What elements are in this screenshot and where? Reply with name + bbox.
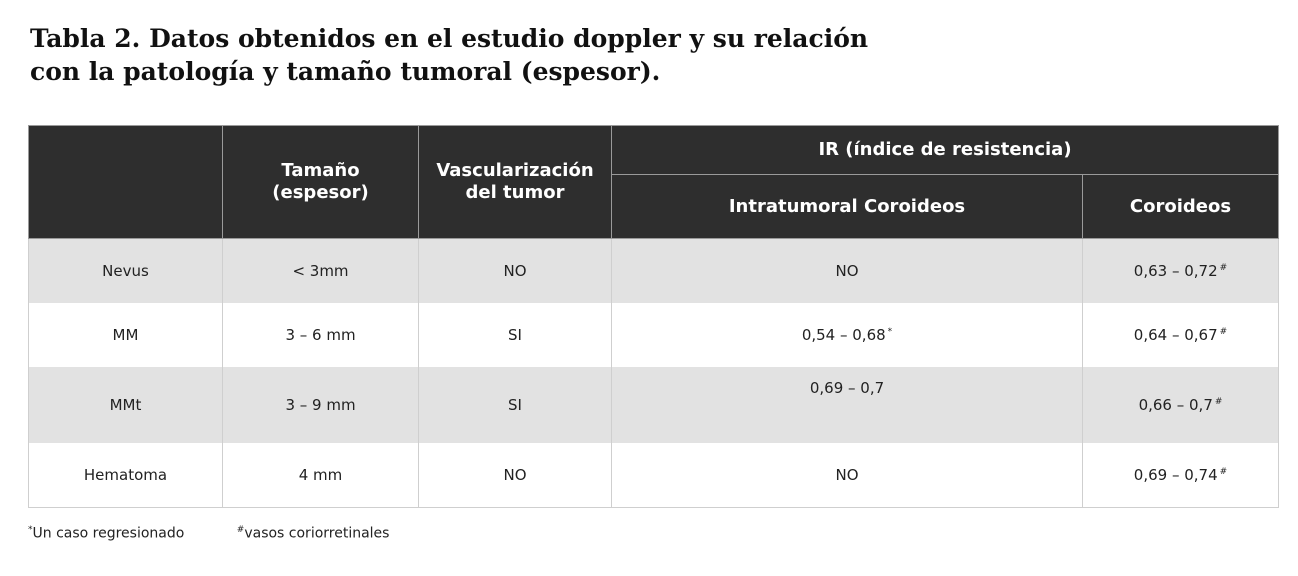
header-tamano-line-1: Tamaño <box>281 160 360 181</box>
header-vascularizacion-line-1: Vascularización <box>436 160 594 181</box>
footnote-marker: # <box>1219 467 1228 477</box>
footnote-text: vasos coriorretinales <box>244 525 390 542</box>
cell-vascularizacion: NO <box>419 443 612 508</box>
cell-label: Nevus <box>29 239 223 304</box>
table-row <box>29 443 1279 508</box>
cell-coroideos <box>1083 367 1279 443</box>
cell-intratumoral <box>612 303 1083 367</box>
footnote-marker: # <box>1219 327 1228 337</box>
cell-label: Hematoma <box>29 443 223 508</box>
header-vascularizacion-line-2: del tumor <box>465 182 565 203</box>
header-ir-group: IR (índice de resistencia) <box>612 126 1279 175</box>
table-title <box>30 22 869 88</box>
footnotes <box>28 525 389 542</box>
footnote-marker: * <box>28 525 33 535</box>
cell-intratumoral <box>612 239 1083 304</box>
footnote-vasos <box>237 525 390 542</box>
header-vascularizacion <box>419 126 612 239</box>
footnote-regresionado <box>28 525 184 542</box>
footnote-marker: # <box>236 525 245 535</box>
cell-tamano: 3 – 6 mm <box>223 303 419 367</box>
cell-tamano: < 3mm <box>223 239 419 304</box>
table-row <box>29 303 1279 367</box>
footnote-marker: # <box>1219 263 1228 273</box>
cell-coroideos-value: 0,64 – 0,67 <box>1133 326 1218 344</box>
table-title-line-1: Tabla 2. Datos obtenidos en el estudio doppler y su relación <box>30 24 869 53</box>
header-coroideos: Coroideos <box>1083 175 1279 239</box>
cell-intratumoral <box>612 367 1083 443</box>
table-title-line-2: con la patología y tamaño tumoral (espesor). <box>30 57 661 86</box>
cell-intratumoral-value: 0,54 – 0,68 <box>801 326 886 344</box>
cell-intratumoral-value: NO <box>835 466 859 484</box>
cell-intratumoral <box>612 443 1083 508</box>
table-row <box>29 239 1279 304</box>
footnote-marker: * <box>887 327 893 337</box>
cell-label: MMt <box>29 367 223 443</box>
header-tamano-line-2: (espesor) <box>272 182 369 203</box>
header-tamano <box>223 126 419 239</box>
header-intratumoral: Intratumoral Coroideos <box>612 175 1083 239</box>
header-empty-cell <box>29 126 223 239</box>
table-body <box>29 239 1279 508</box>
cell-coroideos-value: 0,63 – 0,72 <box>1133 262 1218 280</box>
cell-tamano: 3 – 9 mm <box>223 367 419 443</box>
cell-tamano: 4 mm <box>223 443 419 508</box>
cell-coroideos-value: 0,66 – 0,7 <box>1138 396 1213 414</box>
cell-intratumoral-value: NO <box>835 262 859 280</box>
doppler-data-table <box>28 125 1279 508</box>
cell-coroideos-value: 0,69 – 0,74 <box>1133 466 1218 484</box>
cell-intratumoral-value: 0,69 – 0,7 <box>809 379 885 397</box>
table-header <box>29 126 1279 239</box>
cell-coroideos <box>1083 303 1279 367</box>
cell-vascularizacion: SI <box>419 367 612 443</box>
cell-coroideos <box>1083 443 1279 508</box>
cell-label: MM <box>29 303 223 367</box>
cell-vascularizacion: SI <box>419 303 612 367</box>
footnote-marker: # <box>1214 397 1223 407</box>
cell-vascularizacion: NO <box>419 239 612 304</box>
cell-coroideos <box>1083 239 1279 304</box>
footnote-text: Un caso regresionado <box>32 525 185 542</box>
table-row <box>29 367 1279 443</box>
